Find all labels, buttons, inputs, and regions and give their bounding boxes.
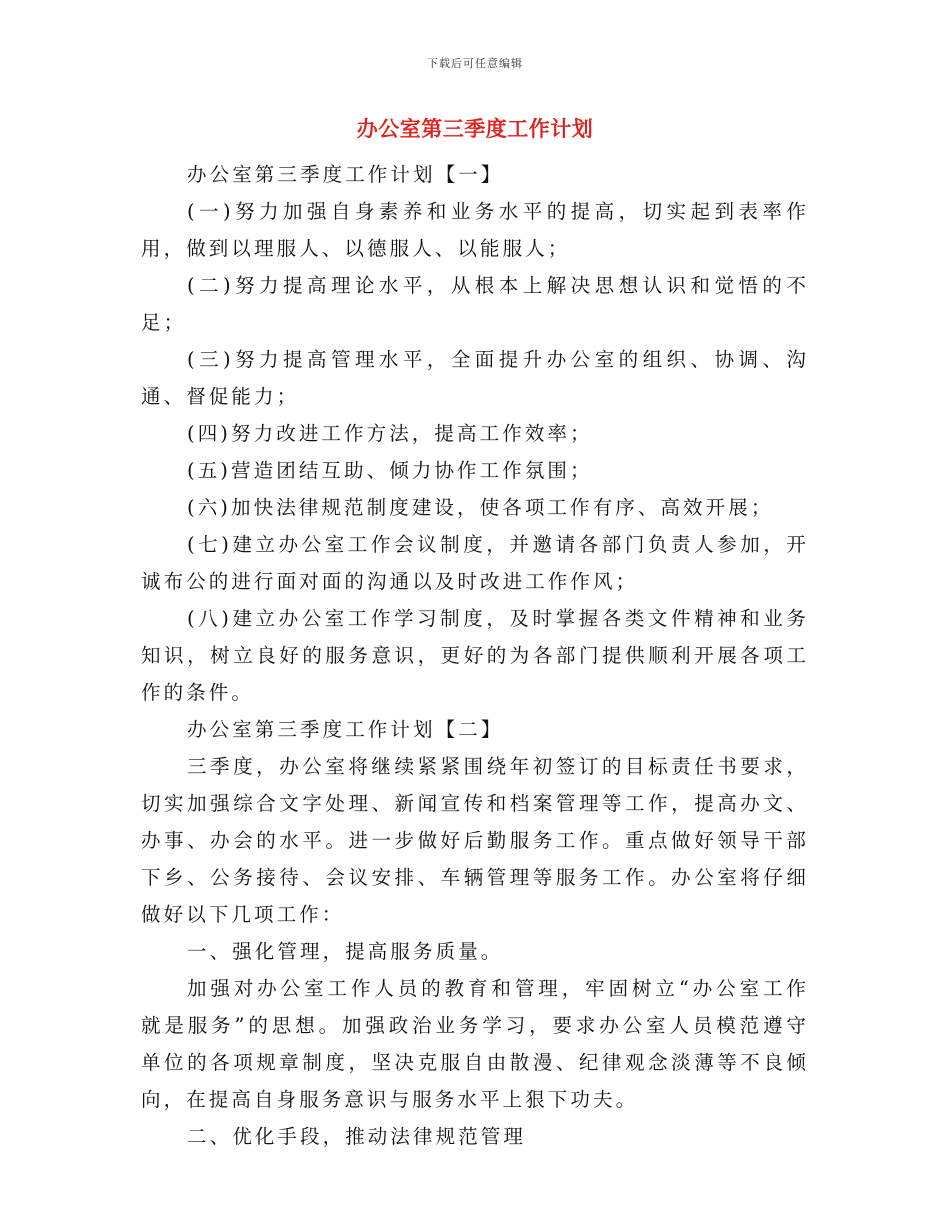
paragraph: (八)建立办公室工作学习制度，及时掌握各类文件精神和业务知识，树立良好的服务意识，更好的为各部门提供顺利开展各项工作的条件。 (141, 607, 809, 704)
paragraph: 加强对办公室工作人员的教育和管理，牢固树立“办公室工作就是服务”的思想。加强政治业务学习，要求办公室人员模范遵守单位的各项规章制度，坚决克服自由散漫、纪律观念淡薄等不良倾向，在提高自身服务意识与服务水平上狠下功夫。 (141, 977, 809, 1111)
header-note: 下载后可任意编辑 (427, 57, 523, 70)
paragraph: 三季度，办公室将继续紧紧围绕年初签订的目标责任书要求，切实加强综合文字处理、新闻宣传和档案管理等工作，提高办文、办事、办会的水平。进一步做好后勤服务工作。重点做好领导干部下乡、公务接待、会议安排、车辆管理等服务工作。办公室将仔细做好以下几项工作： (141, 755, 809, 926)
paragraph: (三)努力提高管理水平，全面提升办公室的组织、协调、沟通、督促能力； (141, 348, 809, 408)
document-body (141, 156, 809, 1155)
section-heading-one: 办公室第三季度工作计划【一】 (187, 163, 504, 186)
subheading: 二、优化手段，推动法律规范管理 (187, 1125, 527, 1148)
paragraph: (四)努力改进工作方法，提高工作效率； (187, 422, 593, 445)
document-title: 办公室第三季度工作计划 (356, 116, 594, 141)
paragraph: (七)建立办公室工作会议制度，并邀请各部门负责人参加，开诚布公的进行面对面的沟通以及时改进工作作风； (141, 533, 809, 593)
paragraph: (六)加快法律规范制度建设，使各项工作有序、高效开展； (187, 496, 774, 519)
subheading: 一、强化管理，提高服务质量。 (187, 940, 504, 963)
paragraph: (五)营造团结互助、倾力协作工作氛围； (187, 459, 593, 482)
paragraph: (一)努力加强自身素养和业务水平的提高，切实起到表率作用，做到以理服人、以德服人、以能服人； (141, 200, 809, 260)
paragraph: (二)努力提高理论水平，从根本上解决思想认识和觉悟的不足； (141, 274, 809, 334)
section-heading-two: 办公室第三季度工作计划【二】 (187, 718, 504, 741)
